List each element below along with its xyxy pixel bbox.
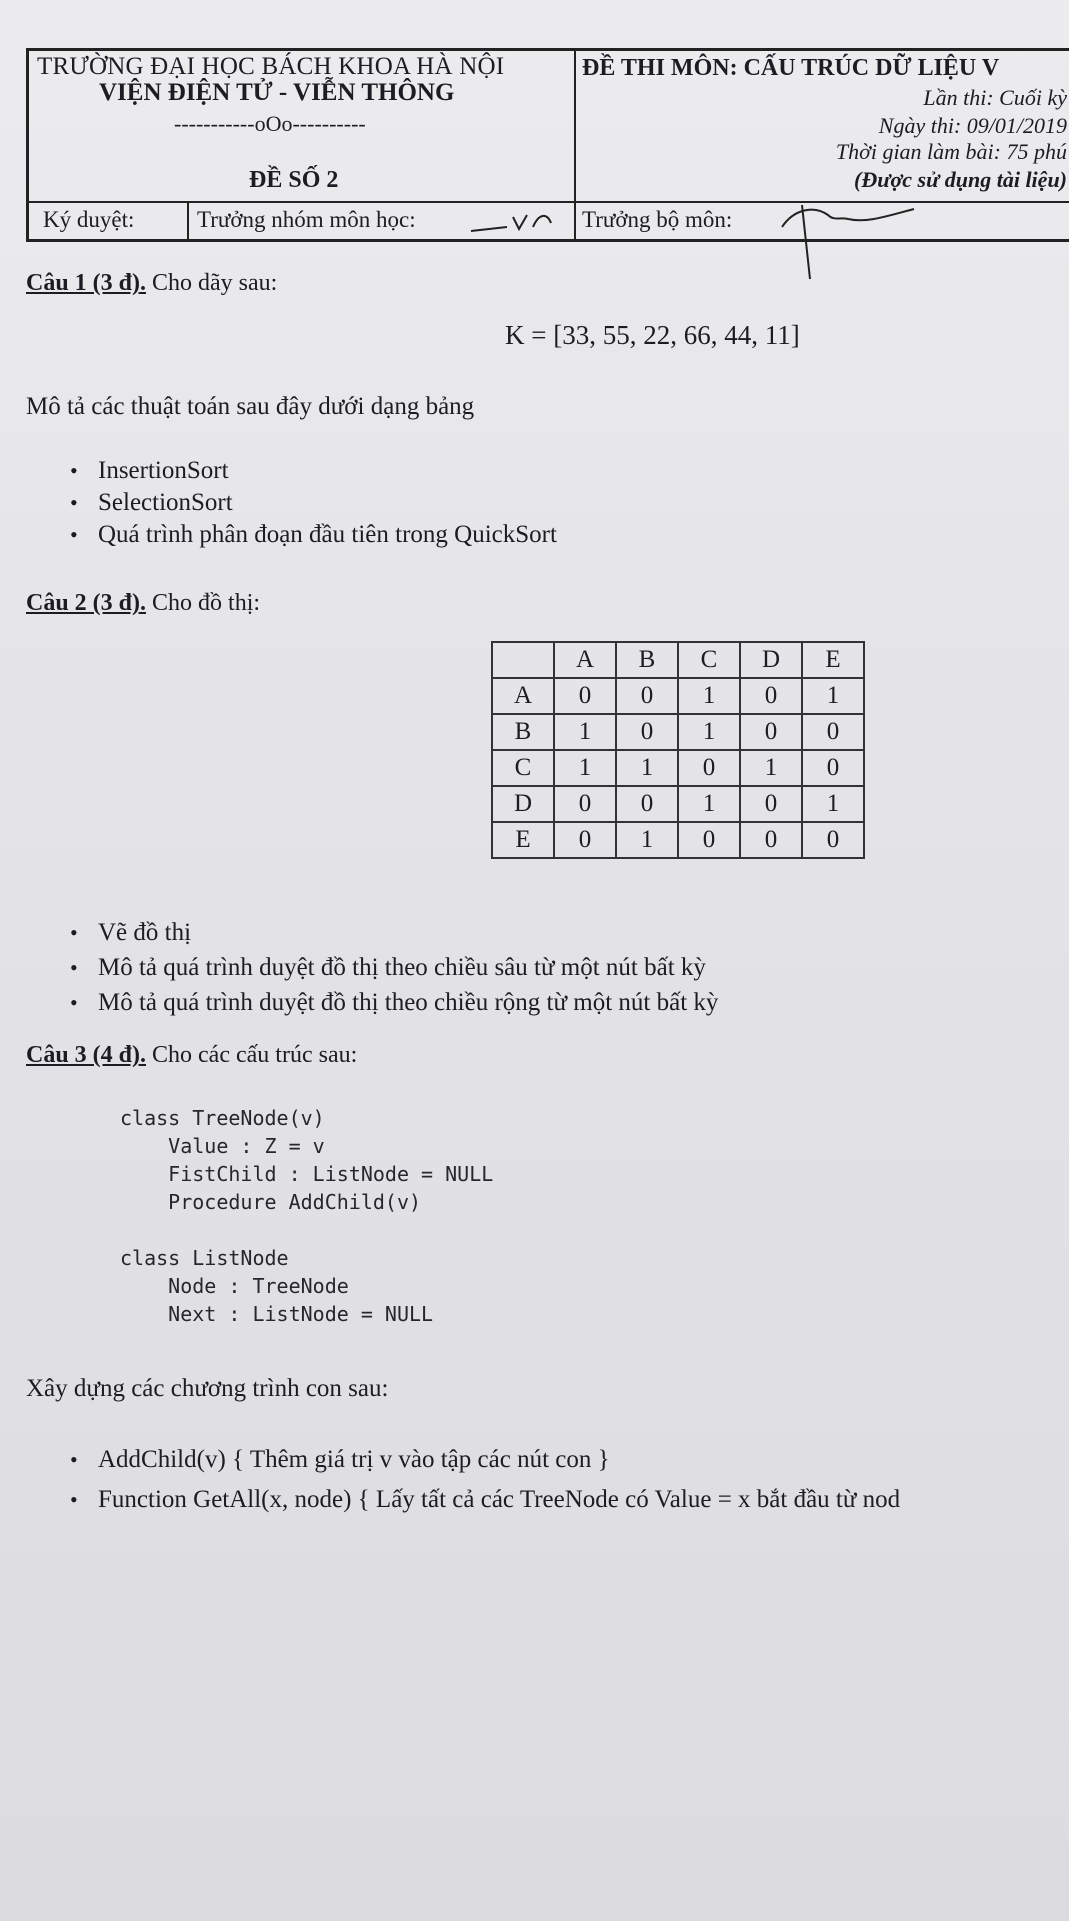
exam-date: Ngày thi: 09/01/2019 xyxy=(878,113,1067,138)
signature-mark xyxy=(774,201,954,291)
question-3-instruction: Xây dựng các chương trình con sau: xyxy=(26,1375,389,1402)
matrix-cell: 1 xyxy=(554,714,616,750)
matrix-cell: 1 xyxy=(616,822,678,858)
matrix-cell: 1 xyxy=(678,714,740,750)
exam-duration: Thời gian làm bài: 75 phú xyxy=(835,139,1067,164)
question-1-label: Câu 1 (3 đ). xyxy=(26,270,147,296)
question-2-intro: Cho đồ thị: xyxy=(146,590,261,616)
question-2-list xyxy=(70,915,718,1020)
exam-header xyxy=(26,48,1069,242)
question-2-heading xyxy=(26,590,260,617)
school-name: TRƯỜNG ĐẠI HỌC BÁCH KHOA HÀ NỘI xyxy=(37,53,505,80)
matrix-cell: 1 xyxy=(678,786,740,822)
matrix-row-header: A xyxy=(492,678,554,714)
matrix-cell: 0 xyxy=(802,750,864,786)
group-leader-label: Trưởng nhóm môn học: xyxy=(197,207,416,232)
matrix-cell: 0 xyxy=(616,678,678,714)
matrix-cell: 0 xyxy=(554,786,616,822)
matrix-cell: 0 xyxy=(740,714,802,750)
exam-number: ĐỀ SỐ 2 xyxy=(249,167,339,193)
matrix-row xyxy=(492,822,864,858)
matrix-cell: 0 xyxy=(802,822,864,858)
exam-title: ĐỀ THI MÔN: CẤU TRÚC DỮ LIỆU V xyxy=(582,55,1000,81)
matrix-cell: 0 xyxy=(554,822,616,858)
matrix-cell: 0 xyxy=(802,714,864,750)
matrix-cell: 0 xyxy=(616,786,678,822)
approval-row xyxy=(29,203,1069,239)
matrix-row-header: E xyxy=(492,822,554,858)
matrix-row-header: D xyxy=(492,786,554,822)
matrix-row xyxy=(492,678,864,714)
matrix-cell: 0 xyxy=(740,678,802,714)
matrix-cell: 1 xyxy=(678,678,740,714)
question-3-heading xyxy=(26,1042,357,1069)
sequence-formula: K = [33, 55, 22, 66, 44, 11] xyxy=(505,320,800,350)
matrix-row xyxy=(492,714,864,750)
matrix-row xyxy=(492,750,864,786)
list-item: • Vẽ đồ thị xyxy=(70,915,718,950)
exam-attempt: Lần thi: Cuối kỳ xyxy=(923,85,1067,110)
matrix-cell: 0 xyxy=(740,822,802,858)
matrix-cell: 0 xyxy=(740,786,802,822)
list-item: • Function GetAll(x, node) { Lấy tất cả các TreeNode có Value = x bắt đầu từ nod xyxy=(70,1480,900,1520)
question-1-intro: Cho dãy sau: xyxy=(146,270,278,296)
matrix-cell: 0 xyxy=(554,678,616,714)
matrix-cell: 1 xyxy=(802,678,864,714)
list-item: • AddChild(v) { Thêm giá trị v vào tập các nút con } xyxy=(70,1440,900,1480)
matrix-cell: 0 xyxy=(678,750,740,786)
code-block: class TreeNode(v) Value : Z = v FistChild : ListNode = NULL Procedure AddChild(v) class ListNode Node : TreeNode Next : ListNode = NULL xyxy=(120,1106,494,1326)
question-3-intro: Cho các cấu trúc sau: xyxy=(146,1042,358,1068)
matrix-column-header: D xyxy=(740,642,802,678)
list-item: • Mô tả quá trình duyệt đồ thị theo chiều rộng từ một nút bất kỳ xyxy=(70,985,718,1020)
cell-divider xyxy=(187,203,189,239)
matrix-cell: 0 xyxy=(616,714,678,750)
question-3-list xyxy=(70,1440,900,1520)
matrix-row-header: B xyxy=(492,714,554,750)
adjacency-matrix xyxy=(491,641,865,859)
department-head-label: Trưởng bộ môn: xyxy=(582,207,733,232)
matrix-cell: 1 xyxy=(802,786,864,822)
institute-name: VIỆN ĐIỆN TỬ - VIỄN THÔNG xyxy=(99,79,455,106)
matrix-row-header: C xyxy=(492,750,554,786)
signature-mark xyxy=(469,207,589,237)
matrix-header-row xyxy=(492,642,864,678)
matrix-column-header: C xyxy=(678,642,740,678)
list-item: • SelectionSort xyxy=(70,487,557,519)
approve-label: Ký duyệt: xyxy=(43,207,135,232)
matrix-cell: 1 xyxy=(554,750,616,786)
matrix-cell: 0 xyxy=(678,822,740,858)
header-divider xyxy=(574,51,576,201)
matrix-cell: 1 xyxy=(616,750,678,786)
matrix-column-header: E xyxy=(802,642,864,678)
list-item: • Mô tả quá trình duyệt đồ thị theo chiều sâu từ một nút bất kỳ xyxy=(70,950,718,985)
question-2-label: Câu 2 (3 đ). xyxy=(26,590,147,616)
matrix-column-header: B xyxy=(616,642,678,678)
ornament: -----------oOo---------- xyxy=(174,111,366,136)
list-item: • Quá trình phân đoạn đầu tiên trong QuickSort xyxy=(70,519,557,551)
question-3-label: Câu 3 (4 đ). xyxy=(26,1042,147,1068)
matrix-column-header: A xyxy=(554,642,616,678)
list-item: • InsertionSort xyxy=(70,455,557,487)
question-1-instruction: Mô tả các thuật toán sau đây dưới dạng bảng xyxy=(26,393,475,420)
exam-materials: (Được sử dụng tài liệu) xyxy=(854,167,1067,192)
question-1-list xyxy=(70,455,557,551)
cell-divider xyxy=(574,203,576,239)
matrix-row xyxy=(492,786,864,822)
matrix-cell: 1 xyxy=(740,750,802,786)
matrix-corner-cell xyxy=(492,642,554,678)
question-1-heading xyxy=(26,270,277,297)
